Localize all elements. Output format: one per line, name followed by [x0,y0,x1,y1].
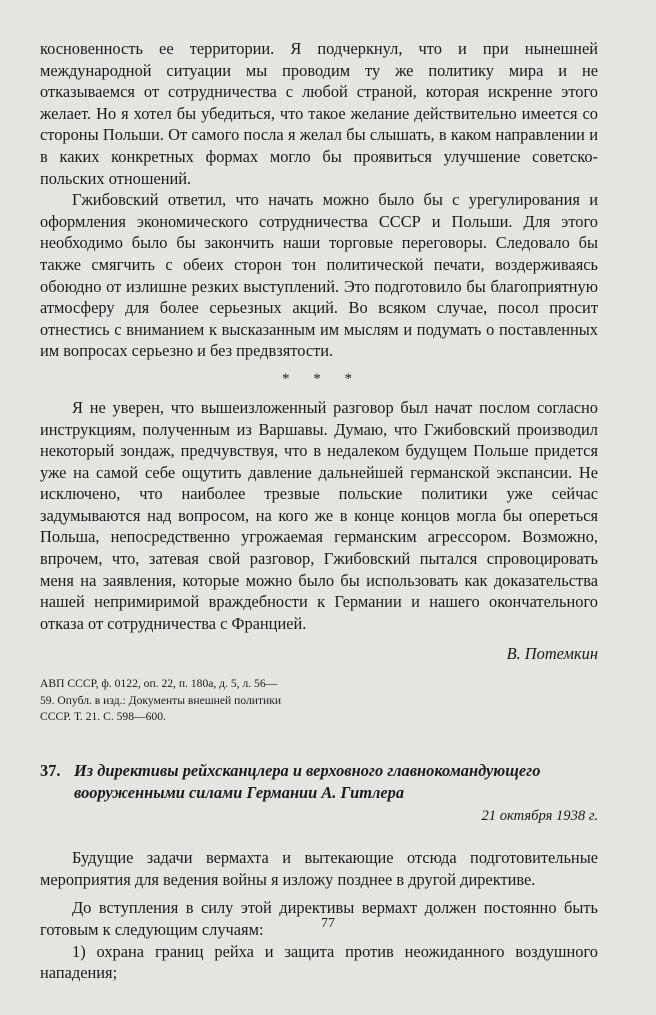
document-number: 37. [40,760,61,780]
document-date: 21 октября 1938 г. [481,808,598,825]
directive-paragraph: До вступления в силу этой директивы вермахт должен постоянно быть готовым к следующим случаям: [40,898,598,939]
document-title: Из директивы рейхсканцлера и верховного главнокомандующего вооруженными силами Германии А. Гитлера [74,760,541,802]
section-separator: * * * [282,370,362,387]
document-heading [40,760,598,803]
paragraph-author-assessment: Я не уверен, что вышеизложенный разговор был начат послом согласно инструкциям, полученным из Варшавы. Думаю, что Гжибовский производил некоторый зондаж, предчувствуя, что в недалеком будущем Польше придется уже на самой себе ощутить давление дальнейшей германской экспансии. Не исключено, что наиболее трезвые польские политики уже сейчас задумываются над вопросом, на кого же в конце концов могла бы опереться Польша, непосредственно угрожаемая германским агрессором. Возможно, впрочем, что, затевая свой разговор, Гжибовский пытался спровоцировать меня на заявления, которые можно было бы использовать как доказательства нашей непримиримой враждебности к Германии и нашего окончательного отказа от сотрудничества с Францией. [40,397,598,633]
source-note: АВП СССР, ф. 0122, оп. 22, п. 180а, д. 5, л. 56—59. Опубл. в изд.: Документы внешней политики СССР. Т. 21. С. 598—600. [40,677,282,724]
directive-list-item: 1) охрана границ рейха и защита против неожиданного воздушного нападения; [40,941,598,983]
page-number: 77 [321,916,335,931]
text-column [40,38,598,984]
paragraph-continuation: косновенность ее территории. Я подчеркнул, что и при нынешней международной ситуации мы проводим ту же политику мира и не отказываемся от сотрудничества с любой страной, которая искренне этого желает. Но я хотел бы убедиться, что такое желание действительно имеется со стороны Польши. От самого посла я желал бы слышать, в каком направлении и в каких конкретных формах могло бы проявиться улучшение советско-польских отношений. [40,39,598,188]
paragraph-grzybowski-reply: Гжибовский ответил, что начать можно было бы с урегулирования и оформления экономического сотрудничества СССР и Польши. Для этого необходимо было бы закончить наши торговые переговоры. Следовало бы также смягчить с обеих сторон тон политической печати, воздерживаясь обоюдно от излишне резких выступлений. Это подготовило бы благоприятную атмосферу для более серьезных акций. Во всяком случае, посол просит отнестись с вниманием к высказанным им мыслям и подумать о поставленных им вопросах серьезно и без предвзятости. [40,190,598,361]
directive-paragraph: Будущие задачи вермахта и вытекающие отсюда подготовительные мероприятия для ведения войны я изложу позднее в другой директиве. [40,848,598,889]
signature: В. Потемкин [506,644,598,664]
